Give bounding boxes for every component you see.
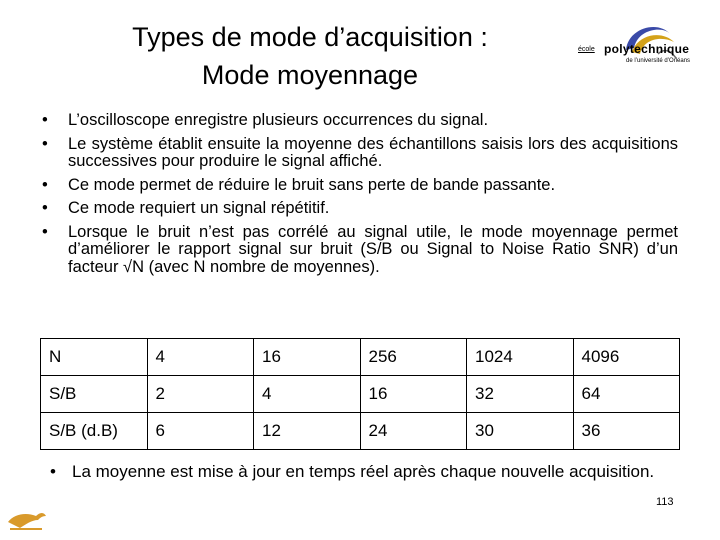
bullet-item (42, 200, 678, 218)
bottom-bullet-text: La moyenne est mise à jour en temps réel après chaque nouvelle acquisition. (72, 462, 655, 481)
table-cell: S/B (d.B) (41, 413, 148, 450)
title-line-2: Mode moyennage (201, 60, 419, 90)
bullet-text: Ce mode permet de réduire le bruit sans perte de bande passante. (68, 175, 556, 194)
bullet-text: L’oscilloscope enregistre plusieurs occurrences du signal. (68, 111, 489, 129)
table-cell: 256 (360, 339, 467, 376)
table-cell: 16 (360, 376, 467, 413)
table-row (41, 413, 680, 450)
bullet-item (42, 177, 678, 195)
table-cell: S/B (41, 376, 148, 413)
polytechnique-logo (576, 20, 696, 82)
bullet-text: Lorsque le bruit n’est pas corrélé au signal utile, le mode moyennage permet d’améliorer le rapport signal sur bruit (S/B ou Signal to Noise Ratio SNR) d’un facteur √N (avec N nombre de moyennes). (68, 222, 678, 276)
table-cell: 30 (467, 413, 574, 450)
table-cell: 16 (254, 339, 361, 376)
bullet-item (42, 136, 678, 171)
table-cell: 1024 (467, 339, 574, 376)
title-line-1: Types de mode d’acquisition : (132, 22, 488, 52)
table-cell: 4 (254, 376, 361, 413)
table-cell: 4096 (573, 339, 680, 376)
table-cell: 12 (254, 413, 361, 450)
bullet-dot: • (42, 199, 48, 217)
bullet-dot: • (50, 462, 56, 481)
bullet-item (42, 224, 678, 277)
snr-table (40, 338, 680, 450)
table-cell: 32 (467, 376, 574, 413)
table-cell: N (41, 339, 148, 376)
page-number: 113 (656, 496, 674, 508)
bullet-item (42, 112, 678, 130)
logo-brand: polytechnique (604, 42, 690, 56)
table-cell: 64 (573, 376, 680, 413)
bullet-dot: • (42, 175, 48, 194)
logo-ecole: école (578, 46, 595, 53)
bullet-dot: • (42, 222, 48, 241)
bullet-text: Le système établit ensuite la moyenne des échantillons saisis lors des acquisitions successives pour produire le signal affiché. (68, 134, 678, 170)
table-row (41, 376, 680, 413)
table-cell: 6 (147, 413, 254, 450)
table-row (41, 339, 680, 376)
slide-title (60, 18, 560, 94)
table-cell: 24 (360, 413, 467, 450)
table-cell: 36 (573, 413, 680, 450)
bottom-bullet (50, 462, 676, 481)
footer-logo-icon (6, 508, 48, 532)
bullet-dot: • (42, 134, 48, 153)
bullet-dot: • (42, 111, 48, 129)
bullet-list (42, 112, 678, 282)
bullet-text: Ce mode requiert un signal répétitif. (68, 199, 330, 217)
logo-subtitle: de l’université d’Orléans (626, 58, 691, 64)
table-cell: 2 (147, 376, 254, 413)
table-cell: 4 (147, 339, 254, 376)
